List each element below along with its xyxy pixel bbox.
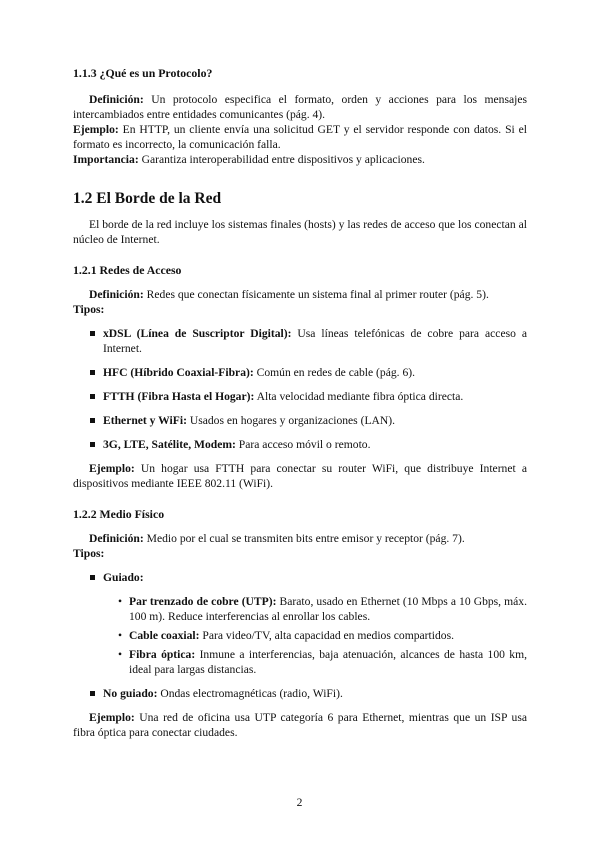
physical-medium-example: Ejemplo: Una red de oficina usa UTP categoría 6 para Ethernet, mientras que un ISP usa fibra óptica para conectar ciudades. [73,711,527,739]
section-heading-1-2-2: 1.2.2 Medio Físico [73,507,165,521]
example-label: Ejemplo: [89,711,135,724]
definition-label: Definición: [89,93,144,106]
list-item: FTTH (Fibra Hasta el Hogar): Alta velocidad mediante fibra óptica directa. [73,389,527,404]
list-item: • Par trenzado de cobre (UTP): Barato, usado en Ethernet (10 Mbps a 10 Gbps, máx. 100 m). Reduce interferencias al enrollar los cables. [103,594,527,624]
example-label: Ejemplo: [73,123,119,136]
access-networks-definition: Definición: Redes que conectan físicamente un sistema final al primer router (pág. 5). [89,288,489,301]
section-heading-1-2: 1.2 El Borde de la Red [73,190,222,207]
section-heading-1-2-1: 1.2.1 Redes de Acceso [73,263,182,277]
list-item: 3G, LTE, Satélite, Modem: Para acceso móvil o remoto. [73,437,527,452]
page-number: 2 [296,796,303,809]
list-item-unguided: No guiado: Ondas electromagnéticas (radio, WiFi). [73,686,527,701]
medium-types-list [73,570,527,701]
protocol-example: Ejemplo: En HTTP, un cliente envía una solicitud GET y el servidor responde con datos. Si el formato es incorrecto, la comunicación falla. [73,123,527,151]
importance-label: Importancia: [73,153,139,166]
physical-medium-definition: Definición: Medio por el cual se transmiten bits entre emisor y receptor (pág. 7). [89,532,465,545]
list-item: xDSL (Línea de Suscriptor Digital): Usa líneas telefónicas de cobre para acceso a Internet. [73,326,527,356]
guided-media-list [103,594,527,677]
definition-label: Definición: [89,532,144,545]
protocol-definition: Definición: Un protocolo especifica el formato, orden y acciones para los mensajes intercambiados entre entidades comunicantes (pág. 4). [73,93,527,121]
list-item: • Cable coaxial: Para video/TV, alta capacidad en medios compartidos. [103,628,527,643]
list-item: Ethernet y WiFi: Usados en hogares y organizaciones (LAN). [73,413,527,428]
definition-label: Definición: [89,288,144,301]
access-networks-example: Ejemplo: Un hogar usa FTTH para conectar su router WiFi, que distribuye Internet a dispositivos mediante IEEE 802.11 (WiFi). [73,462,527,490]
protocol-importance: Importancia: Garantiza interoperabilidad entre dispositivos y aplicaciones. [73,153,425,166]
types-label: Tipos: [73,303,105,316]
section-heading-1-1-3: 1.1.3 ¿Qué es un Protocolo? [73,66,213,80]
example-label: Ejemplo: [89,462,135,475]
list-item: • Fibra óptica: Inmune a interferencias, baja atenuación, alcances de hasta 100 km, ideal para largas distancias. [103,647,527,677]
access-types-list [73,326,527,452]
document-page [73,66,527,740]
network-edge-intro: El borde de la red incluye los sistemas finales (hosts) y las redes de acceso que los conectan al núcleo de Internet. [73,218,527,246]
list-item-guided: Guiado: • Par trenzado de cobre (UTP): Barato, usado en Ethernet (10 Mbps a 10 Gbps, máx. 100 m). Reduce interferencias al enrollar los cables. • Cable coaxial: Para video/TV, alta capacidad en medios compartidos. • Fibra óptica: Inmune a interferencias, baja atenuación, alcances de hasta 100 km, ideal para largas distancias. [73,570,527,677]
list-item: HFC (Híbrido Coaxial-Fibra): Común en redes de cable (pág. 6). [73,365,527,380]
types-label: Tipos: [73,547,105,560]
